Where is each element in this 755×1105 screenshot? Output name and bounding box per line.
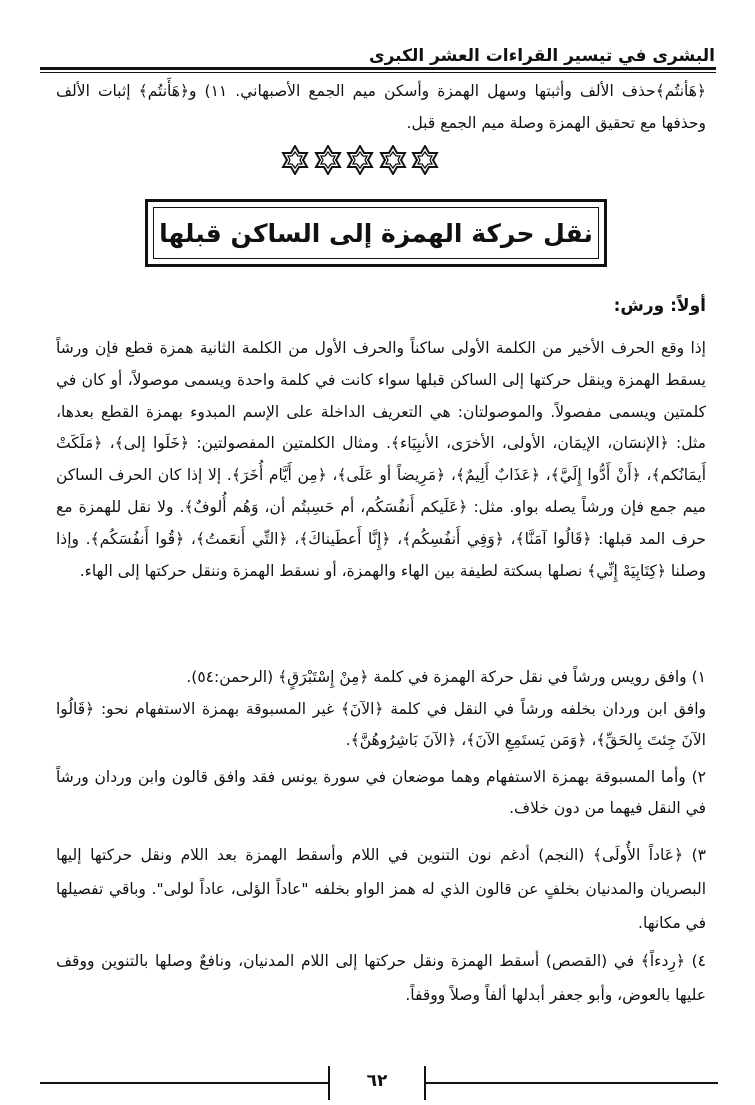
star-ornament-icon xyxy=(378,145,408,175)
running-header: البشرى في تيسير القراءات العشر الكبرى xyxy=(369,46,715,66)
footnote-text: وأما المسبوقة بهمزة الاستفهام وهما موضعان في سورة يونس فقد وافق قالون وابن وردان ورشاً في النقل فيهما من دون خلاف. xyxy=(56,768,706,817)
footnote-1 xyxy=(56,662,706,693)
footnote-text: وافق رويس ورشاً في نقل حركة الهمزة في كلمة ﴿مِنْ إِسْتَبْرَقٍ﴾ (الرحمن:٥٤). xyxy=(186,668,687,686)
star-ornament-icon xyxy=(280,145,310,175)
page-number: ٦٢ xyxy=(366,1071,388,1091)
footnote-number: ٢) xyxy=(691,768,706,786)
star-ornament-icon xyxy=(410,145,440,175)
footnote-3 xyxy=(56,838,706,940)
footer-divider xyxy=(424,1066,426,1100)
star-ornament-row xyxy=(280,143,440,177)
subsection-heading: أولاً: ورش: xyxy=(613,296,706,316)
section-title: نقل حركة الهمزة إلى الساكن قبلها xyxy=(153,207,599,259)
footnote-text: ﴿رِدءاً﴾ في (القصص) أسقط الهمزة ونقل حركتها إلى اللام المدنيان، ونافعٌ وصلها بالتنوين ووقف عليها بالعوض، وأبو جعفر أبدلها ألفاً وصلاً ووقفاً. xyxy=(56,952,706,1004)
main-paragraph: إذا وقع الحرف الأخير من الكلمة الأولى ساكناً والحرف الأول من الكلمة الثانية همزة قطع فإن ورشاً يسقط الهمزة وينقل حركتها إلى الساكن قبلها سواء كانت في كلمة واحدة ويسمى موصولاً، أو كان في كلمتين ويسمى مفصولاً. والموصولتان: هي التعريف الداخلة على الإسم المبدوء بهمزة القطع بعدها، مثل: ﴿الإنسَان، الإيمَان، الأولى، الأخرَى، الأنبِيَاء﴾. ومثال الكلمتين المفصولتين: ﴿خَلَوا إلى﴾، ﴿مَلَكَتْ أَيمَانُكم﴾، ﴿أَنْ أَدُّوا إِلَيَّ﴾، ﴿عَذَابٌ أَلِيمٌ﴾، ﴿مَرِيضاً أو عَلَى﴾، ﴿مِن أَيَّام أُخَرَ﴾. إلا إذا كان الحرف الساكن ميم جمع فإن ورشاً يصله بواو. مثل: ﴿عَلَيكم أَنفُسَكُم، أم حَسِبتُم أن، وَهُم أُلوفٌ﴾. ولا نقل للهمزة مع حرف المد قبلها: ﴿قَالُوا آمَنَّا﴾، ﴿وَفِي أَنفُسِكُم﴾، ﴿إِنَّا أَعطَيناكَ﴾، ﴿التِّي أَنعَمتُ﴾، ﴿قُوا أَنفُسَكُم﴾. وإذا وصلنا ﴿كِتَابِيَهْ إِنِّي﴾ نصلها بسكتة لطيفة بين الهاء والهمزة، أو نسقط الهمزة وننقل حركتها إلى الهاء. xyxy=(56,339,706,580)
header-rule-thin xyxy=(40,72,716,73)
footnote-number: ١) xyxy=(691,668,706,686)
footer-rule xyxy=(40,1082,328,1084)
footnote-text: وافق ابن وردان بخلفه ورشاً في النقل في كلمة ﴿الآنَ﴾ غير المسبوقة بهمزة الاستفهام نحو: ﴿قَالُوا الآنَ جِئتَ بِالحَقِّ﴾، ﴿وَمَن يَستَمِعِ الآنَ﴾، ﴿الآنَ بَاشِرُوهُنَّ﴾. xyxy=(56,700,706,749)
star-ornament-icon xyxy=(345,145,375,175)
footnote-2 xyxy=(56,762,706,824)
footnote-1-continued xyxy=(56,694,706,756)
footnote-4 xyxy=(56,944,706,1012)
footnote-number: ٤) xyxy=(691,952,706,970)
section-title-frame xyxy=(145,199,607,267)
star-ornament-icon xyxy=(313,145,343,175)
footnote-text: ﴿عَاداً الأُولَى﴾ (النجم) أدغم نون التنوين في اللام وأسقط الهمزة بعد اللام ونقل حركتها إليها البصريان والمدنيان بخلفٍ عن قالون الذي له همز الواو بخلفه "عاداً الؤلى، عاداً لولى". وباقي تفصيلها في مكانها. xyxy=(56,846,706,932)
footnote-number: ٣) xyxy=(691,846,706,864)
footer-rule xyxy=(426,1082,718,1084)
footer-divider xyxy=(328,1066,330,1100)
intro-paragraph: ﴿هَأنتُم﴾حذف الألف وأثبتها وسهل الهمزة وأسكن ميم الجمع الأصبهاني. ١١) و﴿هَأَنتُم﴾ إثبات الألف وحذفها مع تحقيق الهمزة وصلة ميم الجمع قبل. xyxy=(56,82,706,132)
header-rule xyxy=(40,67,716,70)
